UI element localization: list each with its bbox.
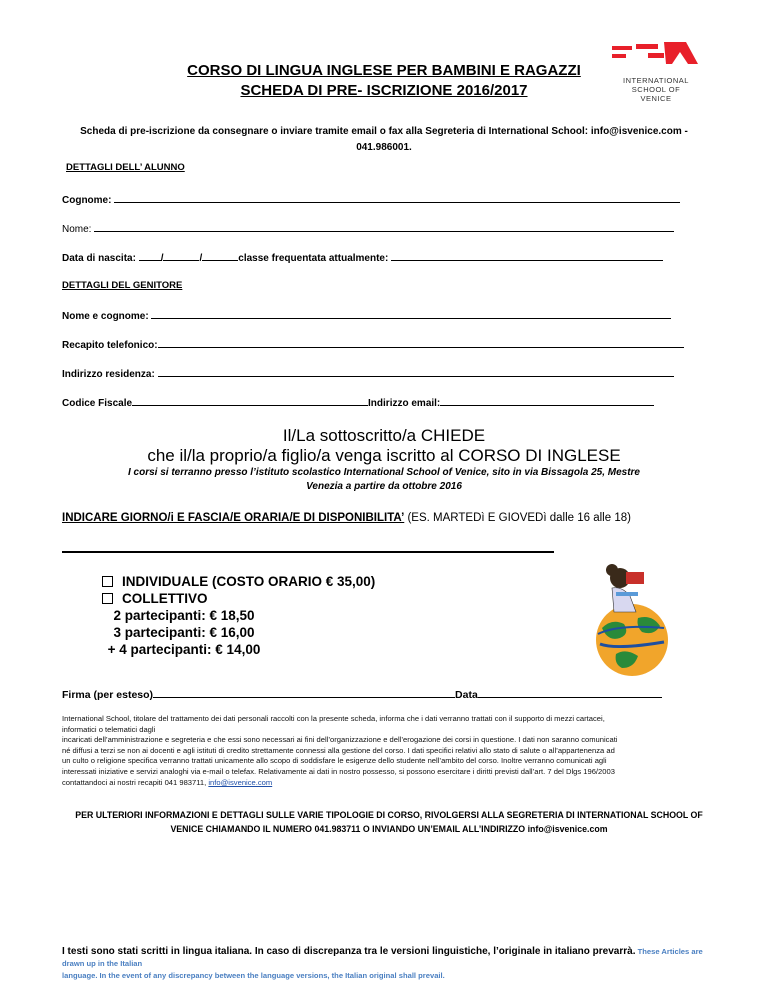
form-title: CORSO DI LINGUA INGLESE PER BAMBINI E RAGAZZI xyxy=(187,62,581,79)
fiscal-email-field[interactable]: Codice Fiscale Indirizzo email: xyxy=(62,396,654,409)
address-field[interactable]: Indirizzo residenza: xyxy=(62,367,674,380)
language-disclaimer: I testi sono stati scritti in lingua italiana. In caso di discrepanza tra le versioni linguistiche, l’originale in italiano prevarrà. These Articles are drawn up in the Italian language. In the event of any discrepancy between the language versions, the Italian original shall prevail. xyxy=(62,946,703,980)
fiscal-code-input-line[interactable] xyxy=(132,396,368,406)
birth-day-line[interactable] xyxy=(139,251,161,261)
checkbox-collective[interactable] xyxy=(102,593,113,604)
email-input-line[interactable] xyxy=(440,396,654,406)
phone-field[interactable]: Recapito telefonico: xyxy=(62,338,684,351)
privacy-notice: International School, titolare del trattamento dei dati personali raccolti con la presente scheda, informa che i dati verranno trattati con il supporto di mezzi cartacei, informatici o telematici dagli incaricati dell’amministrazione e segreteria e che essi sono necessari ai fini dell’organizzazione e dell’erogazione dei corsi in questione. I dati non saranno comunicati né diffusi a terzi se non ai docenti e agli istituti di credito strettamente connessi alla gestione del corso. I dati specifici relativi allo stato di salute o all’appartenenza ad un culto o religione specifica verranno trattati unicamente allo scopo di soddisfare le esigenze dello studente nell’ambito del corso. Inoltre verranno comunicati agli interessati iniziative e servizi analoghi via e-mail o telefax. Relativamente ai dati in nostro possesso, si possono esercitare i diritti previsti dall’art. 7 del Dlgs 196/2003 contattandoci ai nostri recapiti 041 983711, info@isvenice.com xyxy=(62,714,618,787)
birthdate-field[interactable]: Data di nascita: / / classe frequentata attualmente: xyxy=(62,251,663,264)
intro-text: Scheda di pre-iscrizione da consegnare o inviare tramite email o fax alla Segreteria di International School: info@isvenice.com - 041.986001. xyxy=(80,126,688,153)
phone-input-line[interactable] xyxy=(158,338,684,348)
course-location-note: I corsi si terranno presso l’istituto scolastico International School of Venice, sito in via Bissagola 25, Mestre Venezia a partire da ottobre 2016 xyxy=(128,467,640,492)
form-subtitle: SCHEDA DI PRE- ISCRIZIONE 2016/2017 xyxy=(240,82,528,99)
birth-year-line[interactable] xyxy=(202,251,238,261)
date-input-line[interactable] xyxy=(478,688,662,698)
logo-mark-icon xyxy=(608,40,704,68)
option-individual[interactable]: INDIVIDUALE (COSTO ORARIO € 35,00) xyxy=(102,574,375,589)
availability-instruction: INDICARE GIORNO/i E FASCIA/E ORARIA/E DI DISPONIBILITA’ (ES. MARTEDì E GIOVEDì dalle 16 alle 18) xyxy=(62,512,631,524)
globe-reader-icon xyxy=(576,558,688,678)
address-input-line[interactable] xyxy=(158,367,674,377)
birth-month-line[interactable] xyxy=(163,251,199,261)
parent-name-input-line[interactable] xyxy=(151,309,671,319)
request-heading-1: Il/La sottoscritto/a CHIEDE xyxy=(282,426,486,445)
name-field[interactable]: Nome: xyxy=(62,222,674,235)
price-3-participants: 3 partecipanti: € 16,00 xyxy=(113,625,255,640)
price-4-participants: + 4 partecipanti: € 14,00 xyxy=(107,642,261,657)
privacy-email-link[interactable]: info@isvenice.com xyxy=(208,777,273,787)
surname-field[interactable]: Cognome: xyxy=(62,193,680,206)
logo-line-1: INTERNATIONAL xyxy=(623,76,689,85)
school-logo xyxy=(608,40,704,106)
signature-field[interactable]: Firma (per esteso) Data xyxy=(62,688,662,701)
name-input-line[interactable] xyxy=(94,222,674,232)
request-heading-2: che il/la proprio/a figlio/a venga iscritto al CORSO DI INGLESE xyxy=(147,446,621,465)
surname-input-line[interactable] xyxy=(114,193,680,203)
price-2-participants: 2 partecipanti: € 18,50 xyxy=(113,608,255,623)
contact-info: PER ULTERIORI INFORMAZIONI E DETTAGLI SULLE VARIE TIPOLOGIE DI CORSO, RIVOLGERSI ALLA SEGRETERIA DI INTERNATIONAL SCHOOL OF VENICE CHIAMANDO IL NUMERO 041.983711 O INVIANDO UN’EMAIL ALL’INDIRIZZO info@isvenice.com xyxy=(75,810,703,834)
checkbox-individual[interactable] xyxy=(102,576,113,587)
parent-name-field[interactable]: Nome e cognome: xyxy=(62,309,671,322)
signature-input-line[interactable] xyxy=(153,688,455,698)
logo-line-2: SCHOOL OF xyxy=(631,85,681,94)
parent-section-title: DETTAGLI DEL GENITORE xyxy=(62,280,183,291)
logo-line-3: VENICE xyxy=(640,94,672,103)
student-section-title: DETTAGLI DELL’ ALUNNO xyxy=(66,162,185,173)
class-input-line[interactable] xyxy=(391,251,663,261)
option-collective[interactable]: COLLETTIVO xyxy=(102,591,208,606)
availability-input-line[interactable] xyxy=(62,551,554,553)
collective-prices xyxy=(84,607,284,658)
